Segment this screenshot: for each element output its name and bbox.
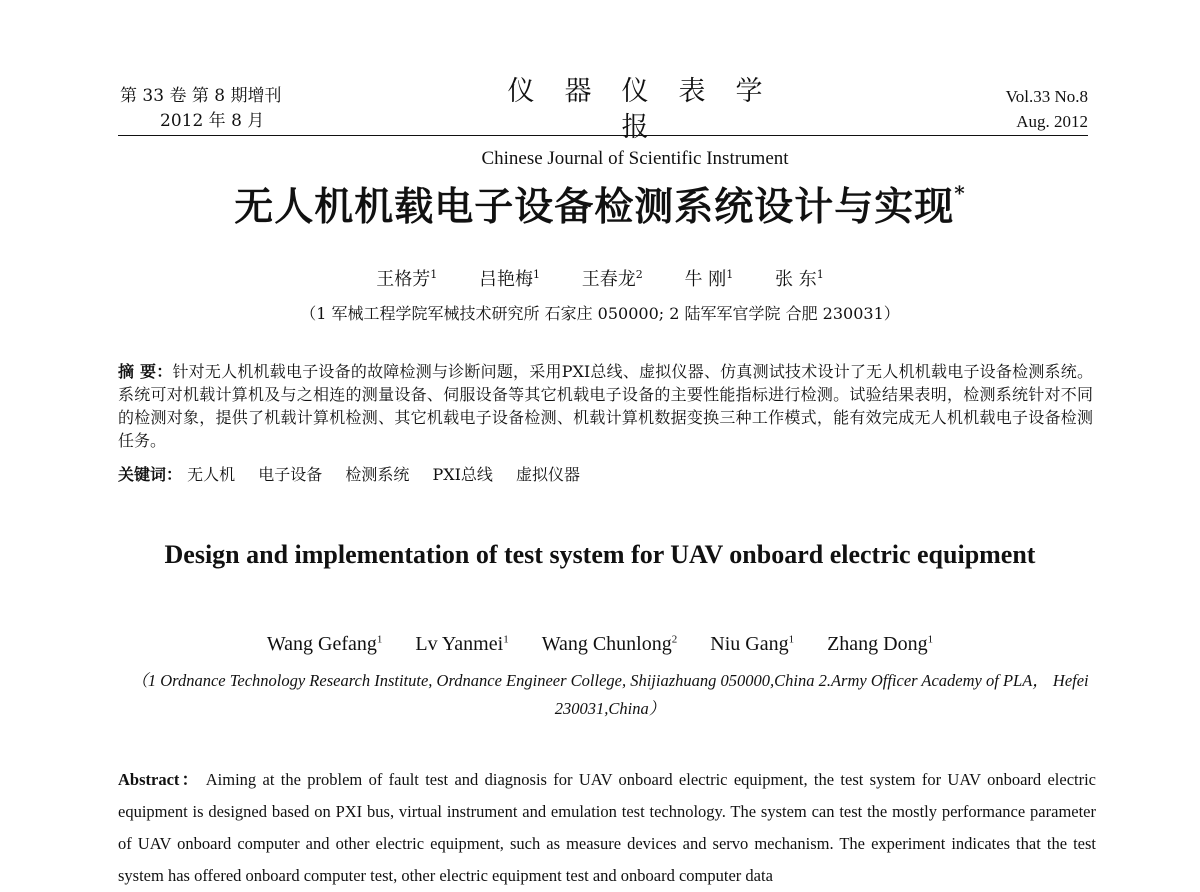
- abstract-label-en: Abstract：: [118, 770, 201, 789]
- author-cn: 张 东$^1$: [774, 268, 824, 290]
- keyword: 虚拟仪器: [516, 465, 581, 484]
- journal-name-cn: 仪器仪表学报: [507, 76, 793, 143]
- paper-title-en: Design and implementation of test system for UAV onboard electric equipment: [164, 540, 1036, 569]
- author-list-en: [0, 633, 1200, 656]
- volume-info-en: [1006, 84, 1088, 134]
- abstract-text-en: Aiming at the problem of fault test and diagnosis for UAV onboard electric equipment, the test system for UAV onboard electric equipment is designed based on PXI bus, virtual instrument and emulation test technology. The system can test the mostly performance parameter of UAV onboard computer and other electric equipment, such as measure devices and servo mechanism. The experiment indicates that the test system has offered onboard computer test, other electric equipment test and onboard computer data: [118, 770, 1097, 885]
- author-cn: 王春龙$^2$: [581, 268, 643, 290]
- author-en: Wang Chunlong$^2$: [541, 633, 678, 655]
- affiliation-en: （1 Ordnance Technology Research Institute, Ordnance Engineer College, Shijiazhuang 050000,China 2.Army Officer Academy of PLA， Hefei 230031,China）: [131, 671, 1089, 718]
- author-cn: 吕艳梅$^1$: [479, 268, 541, 290]
- abstract-text-cn: 针对无人机机载电子设备的故障检测与诊断问题，采用PXI总线、虚拟仪器、仿真测试技术设计了无人机机载电子设备检测系统。系统可对机载计算机及与之相连的测量设备、伺服设备等其它机载电子设备的主要性能指标进行检测。试验结果表明，检测系统针对不同的检测对象，提供了机载计算机检测、其它机载电子设备检测、机载计算机数据变换三种工作模式，能有效完成无人机机载电子设备检测任务。: [118, 362, 1093, 450]
- author-en: Wang Gefang$^1$: [266, 633, 383, 655]
- volume-number-en: Vol.33 No.8: [1005, 87, 1088, 106]
- author-cn: 牛 刚$^1$: [684, 268, 734, 290]
- abstract-en: [118, 764, 1096, 892]
- volume-issue-info: [120, 84, 308, 134]
- journal-name-en: Chinese Journal of Scientific Instrument: [481, 148, 789, 169]
- abstract-cn: [118, 360, 1093, 452]
- author-en: Niu Gang$^1$: [710, 633, 795, 655]
- affiliation-cn: （1 军械工程学院军械技术研究所 石家庄 050000; 2 陆军军官学院 合肥 230031）: [300, 304, 900, 323]
- keyword: 检测系统: [345, 465, 410, 484]
- author-cn: 王格芳$^1$: [376, 268, 438, 290]
- paper-title-cn-text: 无人机机载电子设备检测系统设计与实现: [234, 184, 955, 230]
- publication-date-en: Aug. 2012: [1016, 112, 1088, 131]
- abstract-label-cn: 摘 要：: [118, 362, 173, 381]
- volume-issue: 第 33 卷 第 8 期增刊: [120, 86, 282, 106]
- publication-date-cn: 2012 年 8 月: [160, 111, 265, 131]
- keyword: 无人机: [187, 465, 236, 484]
- title-footnote-mark: *: [954, 181, 966, 205]
- author-en: Zhang Dong$^1$: [827, 633, 934, 655]
- keywords-cn: [118, 462, 598, 485]
- paper-title-cn: [0, 176, 1200, 232]
- header-divider: [118, 135, 1088, 136]
- keywords-label-cn: 关键词：: [118, 465, 183, 484]
- keyword: PXI总线: [432, 465, 493, 484]
- author-list-cn: [0, 265, 1200, 291]
- keyword: 电子设备: [258, 465, 323, 484]
- author-en: Lv Yanmei$^1$: [415, 633, 509, 655]
- journal-name: [455, 74, 815, 172]
